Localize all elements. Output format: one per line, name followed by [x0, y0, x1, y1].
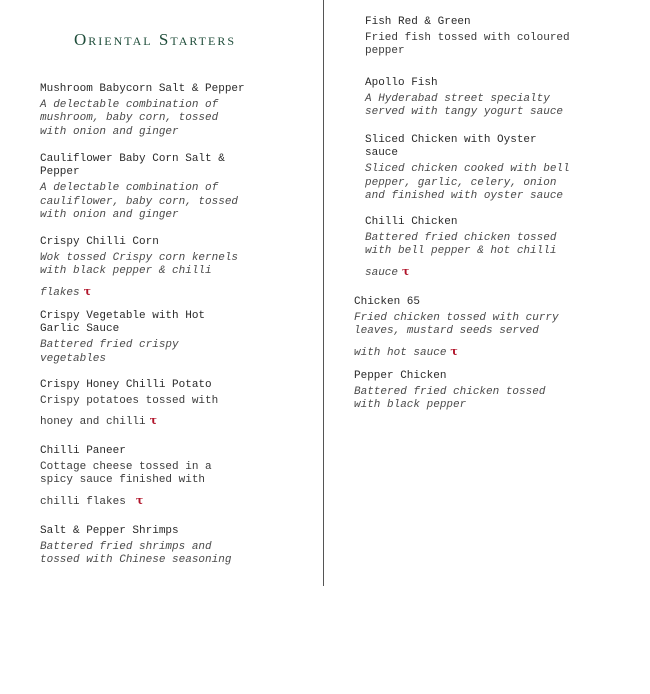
dish-description — [354, 386, 545, 412]
dish-name-cont: sauce — [365, 147, 399, 160]
menu-item-salt-pepper-shrimps — [40, 525, 231, 568]
dish-description — [354, 312, 559, 360]
desc-line: chilli flakes — [40, 495, 126, 508]
desc-line: with onion and ginger — [40, 208, 179, 221]
desc-line: spicy sauce finished with — [40, 474, 206, 487]
dish-name: Mushroom Babycorn Salt & Pepper — [40, 83, 245, 95]
desc-line: Battered fried chicken tossed — [354, 386, 546, 399]
desc-line: mushroom, baby corn, tossed — [40, 112, 219, 125]
dish-description — [40, 339, 205, 365]
desc-line: with black pepper — [354, 399, 467, 412]
dish-name: Crispy Vegetable with Hot — [40, 310, 206, 322]
desc-last-line — [365, 265, 556, 280]
column-divider — [323, 0, 324, 586]
desc-line: tossed with Chinese seasoning — [40, 554, 232, 567]
menu-item-pepper-chicken — [354, 370, 545, 413]
dish-name-cont: Garlic Sauce — [40, 323, 120, 336]
menu-item-mushroom-babycorn — [40, 83, 245, 139]
dish-description — [40, 182, 238, 222]
dish-name: Sliced Chicken with Oyster — [365, 134, 537, 146]
dish-description — [365, 232, 556, 280]
dish-description — [365, 163, 570, 203]
dish-name: Crispy Honey Chilli Potato — [40, 379, 212, 391]
dish-name: Crispy Chilli Corn — [40, 236, 159, 248]
spicy-chili-icon: τ — [450, 344, 458, 358]
dish-name-cont: Pepper — [40, 166, 80, 179]
desc-line: Battered fried crispy — [40, 339, 179, 352]
dish-name: Chilli Paneer — [40, 445, 126, 457]
desc-line: A delectable combination of — [40, 182, 219, 195]
desc-line: Fried fish tossed with coloured — [365, 32, 570, 45]
dish-description — [40, 541, 231, 567]
desc-line: honey and chilli — [40, 416, 146, 429]
desc-line: with bell pepper & hot chilli — [365, 245, 557, 258]
desc-line: and finished with oyster sauce — [365, 189, 564, 202]
desc-last-line — [40, 414, 218, 429]
dish-description — [365, 32, 570, 58]
menu-item-crispy-chilli-corn — [40, 236, 238, 300]
desc-line: with black pepper & chilli — [40, 265, 212, 278]
desc-line: served with tangy yogurt sauce — [365, 106, 564, 119]
desc-line: Fried chicken tossed with curry — [354, 312, 559, 325]
dish-name: Apollo Fish — [365, 77, 438, 89]
dish-name: Chilli Chicken — [365, 216, 458, 228]
menu-item-apollo-fish — [365, 77, 563, 120]
desc-last-line — [354, 345, 559, 360]
desc-last-line — [40, 494, 212, 509]
dish-name: Cauliflower Baby Corn Salt & — [40, 153, 225, 165]
menu-item-sliced-chicken-oyster — [365, 134, 570, 203]
dish-description — [40, 395, 218, 429]
dish-description — [40, 99, 245, 139]
menu-item-chicken-65 — [354, 296, 559, 360]
spicy-chili-icon: τ — [83, 284, 92, 298]
desc-line: pepper — [365, 45, 405, 58]
desc-line: Crispy potatoes tossed with — [40, 395, 219, 408]
desc-line: leaves, mustard seeds served — [354, 325, 539, 338]
desc-line: vegetables — [40, 352, 107, 365]
desc-line: A Hyderabad street specialty — [365, 93, 550, 106]
menu-item-fish-red-green — [365, 16, 570, 59]
desc-line: with hot sauce — [354, 346, 447, 359]
menu-item-chilli-paneer — [40, 445, 212, 509]
dish-description — [365, 93, 563, 119]
desc-line: A delectable combination of — [40, 99, 219, 112]
desc-line: Battered fried chicken tossed — [365, 232, 557, 245]
dish-description — [40, 252, 238, 300]
menu-item-crispy-honey-chilli-potato — [40, 379, 218, 430]
desc-line: sauce — [365, 266, 399, 279]
dish-name: Salt & Pepper Shrimps — [40, 525, 179, 537]
desc-line: Battered fried shrimps and — [40, 541, 212, 554]
dish-name: Pepper Chicken — [354, 370, 447, 382]
desc-last-line — [40, 285, 238, 300]
menu-item-chilli-chicken — [365, 216, 556, 280]
dish-description — [40, 461, 212, 509]
dish-name: Chicken 65 — [354, 296, 421, 308]
menu-item-cauliflower-babycorn — [40, 153, 238, 222]
desc-line: Wok tossed Crispy corn kernels — [40, 252, 239, 265]
desc-line: with onion and ginger — [40, 125, 179, 138]
spicy-chili-icon: τ — [135, 493, 144, 507]
desc-line: cauliflower, baby corn, tossed — [40, 195, 239, 208]
desc-line: pepper, garlic, celery, onion — [365, 176, 557, 189]
spicy-chili-icon: τ — [402, 264, 410, 278]
spicy-chili-icon: τ — [149, 414, 158, 428]
section-title: Oriental Starters — [74, 30, 236, 49]
desc-line: Sliced chicken cooked with bell — [365, 163, 570, 176]
desc-line: flakes — [40, 286, 80, 299]
desc-line: Cottage cheese tossed in a — [40, 461, 212, 474]
dish-name: Fish Red & Green — [365, 16, 471, 28]
menu-item-crispy-vegetable — [40, 310, 205, 366]
